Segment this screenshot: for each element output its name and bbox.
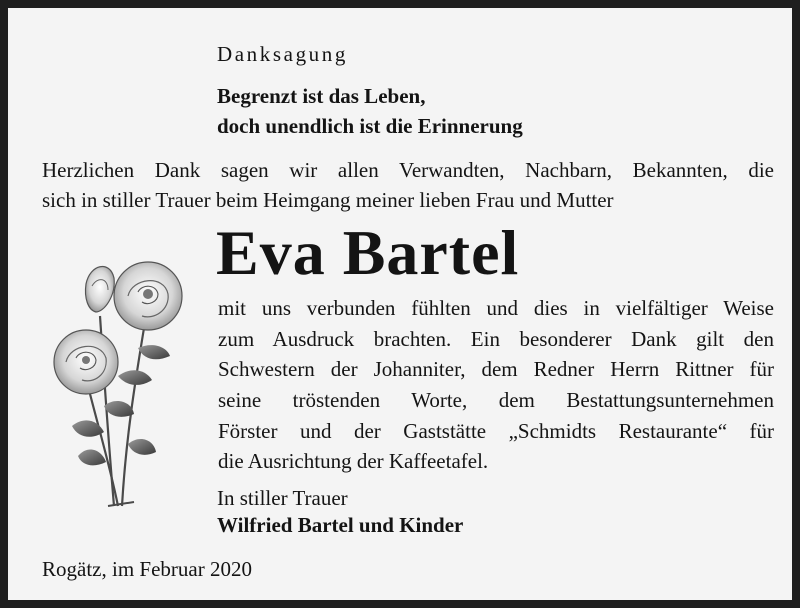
intro-line-2: sich in stiller Trauer beim Heimgang meiner lieben Frau und Mutter [42, 188, 614, 212]
deceased-name: Eva Bartel [216, 217, 520, 288]
body-line: die Ausrichtung der Kaffeetafel. [218, 449, 489, 474]
intro-line-1: Herzlichen Dank sagen wir allen Verwandten, Nachbarn, Bekannten, die [42, 158, 774, 182]
body-line: zum Ausdruck brachten. Ein besonderer Dank gilt den [218, 326, 774, 351]
notice-heading: Danksagung [217, 42, 348, 66]
body-line: mit uns verbunden fühlten und dies in vielfältiger Weise [218, 296, 774, 320]
roses-illustration-icon [48, 256, 193, 512]
body-line: seine tröstenden Worte, dem Bestattungsunternehmen [218, 388, 774, 413]
quote-line-1: Begrenzt ist das Leben, [217, 84, 426, 108]
body-line: Förster und der Gaststätte „Schmidts Restaurante“ für [218, 418, 774, 443]
signature-line-2: Wilfried Bartel und Kinder [217, 513, 464, 537]
intro-text [42, 158, 774, 218]
body-line: Schwestern der Johanniter, dem Redner Herrn Rittner für [218, 357, 774, 382]
signature-line-1: In stiller Trauer [217, 486, 348, 510]
body-text [218, 296, 774, 480]
place-date: Rogätz, im Februar 2020 [42, 557, 252, 581]
quote-line-2: doch unendlich ist die Erinnerung [217, 114, 523, 138]
